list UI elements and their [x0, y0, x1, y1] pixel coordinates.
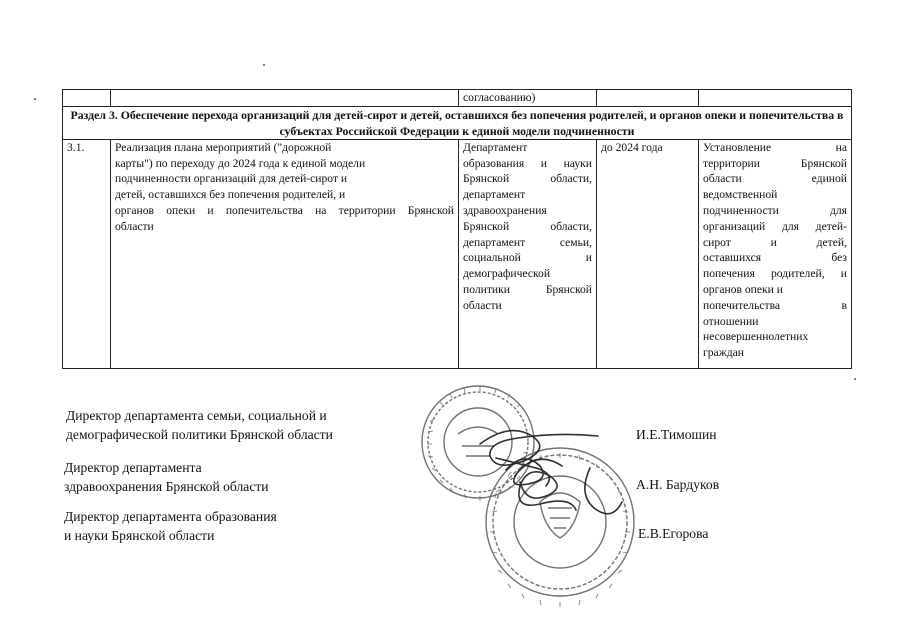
agreement-text: согласованию) — [463, 91, 536, 104]
cell-empty — [63, 90, 111, 107]
responsible-line: департамент семьи, — [463, 235, 592, 249]
scan-speck — [854, 378, 856, 380]
result-line: попечения родителей, и — [703, 267, 847, 281]
row-number: 3.1. — [63, 139, 111, 368]
action-cell — [111, 139, 459, 368]
signature-title-line: демографической политики Брянской области — [66, 426, 333, 442]
responsible-line: Брянской области, — [463, 172, 592, 186]
signature-title-line: здравоохранения Брянской области — [64, 478, 269, 494]
result-line: ведомственной — [703, 188, 778, 202]
signature-title-education — [64, 508, 277, 545]
result-line: органов опеки и — [703, 282, 783, 296]
responsible-line: Брянской области, — [463, 219, 592, 233]
signature-title-health — [64, 459, 269, 496]
responsible-line: Департамент — [463, 140, 528, 154]
section-header-row — [63, 106, 852, 139]
signature-title-line: и науки Брянской области — [64, 527, 215, 543]
result-line: подчиненности для — [703, 203, 847, 217]
responsible-line: департамент — [463, 188, 526, 202]
result-line: сирот и детей, — [703, 235, 847, 249]
table-row-continued — [63, 90, 852, 107]
plan-table — [62, 89, 852, 369]
result-line: граждан — [703, 346, 744, 360]
section-title: Раздел 3. Обеспечение перехода организаций для детей-сирот и детей, оставшихся без попечения родителей, и органов опеки и попечительства в субъектах Российской Федерации к единой модели подчиненности — [63, 106, 852, 139]
responsible-line: области — [463, 298, 502, 312]
responsible-line: социальной и — [463, 251, 592, 265]
action-line: органов опеки и попечительства на территории Брянской — [115, 203, 454, 217]
action-line: детей, оставшихся без попечения родителей, и — [115, 188, 346, 202]
signature-title-line: Директор департамента семьи, социальной и — [66, 408, 327, 423]
result-line: попечительства в — [703, 298, 847, 312]
action-line: подчиненности организаций для детей-сирот и — [115, 172, 348, 186]
scan-speck — [263, 64, 265, 66]
result-cell — [699, 139, 852, 368]
cell-empty — [111, 90, 459, 107]
result-line: несовершеннолетних — [703, 330, 809, 344]
signature-title-social — [66, 407, 333, 444]
signature-title-line: Директор департамента — [64, 460, 202, 475]
deadline-text: до 2024 года — [601, 140, 663, 154]
deadline-cell — [597, 139, 699, 368]
action-line: области — [115, 219, 154, 233]
cell-agreement — [459, 90, 597, 107]
result-line: территории Брянской — [703, 156, 847, 170]
result-line: оставшихся без — [703, 251, 847, 265]
responsible-line: политики Брянской — [463, 282, 592, 296]
cell-empty — [597, 90, 699, 107]
signature-name-egorova: Е.В.Егорова — [638, 526, 709, 541]
responsible-line: демографической — [463, 267, 551, 281]
responsible-line: образования и науки — [463, 156, 592, 170]
signature-name-timoshin: И.Е.Тимошин — [636, 427, 717, 442]
result-line: организаций для детей- — [703, 219, 847, 233]
official-stamp-seal — [410, 372, 660, 640]
result-line: области единой — [703, 172, 847, 186]
result-line: Установление на — [703, 140, 847, 154]
cell-empty — [699, 90, 852, 107]
signature-name-bardukov: А.Н. Бардуков — [636, 477, 720, 492]
table-row — [63, 139, 852, 368]
action-line: Реализация плана мероприятий ("дорожной — [115, 140, 332, 154]
responsible-cell — [459, 139, 597, 368]
result-line: отношении — [703, 314, 759, 328]
responsible-line: здравоохранения — [463, 203, 547, 217]
scan-speck — [34, 98, 36, 100]
action-line: карты") по переходу до 2024 года к единой модели — [115, 156, 366, 170]
signature-title-line: Директор департамента образования — [64, 509, 277, 524]
